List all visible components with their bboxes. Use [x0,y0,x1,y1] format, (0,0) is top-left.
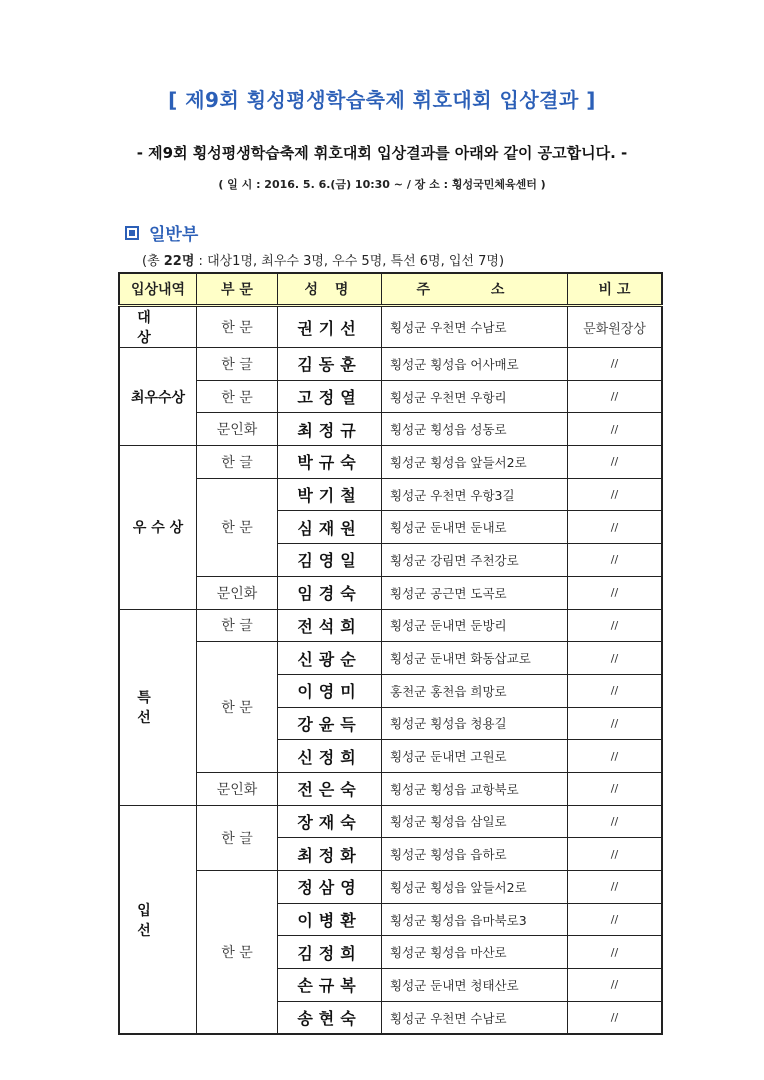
header-address: 주 소 [382,273,568,306]
table-row [119,642,662,675]
results-table [118,272,663,1035]
winner-name: 신정희 [278,740,382,773]
note-cell: // [568,674,663,707]
award-category: 특 선 [119,609,197,805]
note-cell: // [568,707,663,740]
section-heading [125,220,198,245]
winner-name: 박기철 [278,478,382,511]
field-cell: 한 문 [197,380,278,413]
table-row [119,772,662,805]
event-info: ( 일 시 : 2016. 5. 6.(금) 10:30 ~ / 장 소 : 횡성국민체육센터 ) [218,178,546,191]
note-cell: // [568,903,663,936]
winner-name: 김정희 [278,936,382,969]
note-cell: // [568,936,663,969]
winner-address: 횡성군 횡성읍 마산로 [382,936,568,969]
winner-address: 횡성군 횡성읍 교항북로 [382,772,568,805]
note-cell: // [568,576,663,609]
note-cell: // [568,740,663,773]
winner-address: 횡성군 둔내면 둔내로 [382,511,568,544]
winner-address: 홍천군 홍천읍 희망로 [382,674,568,707]
award-category: 대 상 [119,306,197,348]
winner-name: 이병환 [278,903,382,936]
winner-address: 횡성군 횡성읍 앞들서2로 [382,871,568,904]
summary-prefix: (총 [142,254,164,269]
winner-address: 횡성군 횡성읍 청용길 [382,707,568,740]
winner-address: 횡성군 둔내면 둔방리 [382,609,568,642]
winner-name: 장재숙 [278,805,382,838]
table-row [119,446,662,479]
header-field: 부 문 [197,273,278,306]
note-cell: // [568,969,663,1002]
winner-name: 신광순 [278,642,382,675]
winner-address: 횡성군 우천면 수남로 [382,306,568,348]
table-row [119,478,662,511]
winner-address: 횡성군 둔내면 고원로 [382,740,568,773]
header-award: 입상내역 [119,273,197,306]
summary-breakdown: : 대상1명, 최우수 3명, 우수 5명, 특선 6명, 입선 7명) [194,254,505,269]
section-title: 일반부 [149,225,199,245]
winner-name: 전은숙 [278,772,382,805]
field-cell: 문인화 [197,576,278,609]
winner-name: 정삼영 [278,871,382,904]
note-cell: 문화원장상 [568,306,663,348]
winner-name: 김동훈 [278,348,382,381]
field-cell: 한 글 [197,348,278,381]
note-cell: // [568,478,663,511]
award-category: 우 수 상 [119,446,197,609]
winner-address: 횡성군 횡성읍 앞들서2로 [382,446,568,479]
winner-address: 횡성군 횡성읍 읍마북로3 [382,903,568,936]
table-header-row [119,273,662,306]
winner-address: 횡성군 강림면 주천강로 [382,544,568,577]
field-cell: 문인화 [197,772,278,805]
table-row [119,805,662,838]
award-category: 입 선 [119,805,197,1034]
square-bullet-icon [125,226,139,240]
winner-name: 전석희 [278,609,382,642]
winner-address: 횡성군 우천면 우항리 [382,380,568,413]
winner-name: 고정열 [278,380,382,413]
note-cell: // [568,871,663,904]
document-title: [ 제9회 횡성평생학습축제 휘호대회 입상결과 ] [168,88,596,112]
table-row [119,576,662,609]
announcement-subtitle: - 제9회 횡성평생학습축제 휘호대회 입상결과를 아래와 같이 공고합니다. - [136,144,628,162]
award-category: 최우수상 [119,348,197,446]
table-row [119,348,662,381]
note-cell: // [568,642,663,675]
winner-name: 박규숙 [278,446,382,479]
winner-name: 송현숙 [278,1001,382,1034]
table-row [119,306,662,348]
winner-address: 횡성군 공근면 도곡로 [382,576,568,609]
table-row [119,413,662,446]
field-cell: 한 문 [197,478,278,576]
note-cell: // [568,544,663,577]
field-cell: 한 문 [197,642,278,773]
note-cell: // [568,609,663,642]
winner-address: 횡성군 횡성읍 어사매로 [382,348,568,381]
note-cell: // [568,511,663,544]
field-cell: 한 글 [197,609,278,642]
note-cell: // [568,805,663,838]
table-row [119,871,662,904]
winner-address: 횡성군 둔내면 화동삽교로 [382,642,568,675]
winner-name: 권기선 [278,306,382,348]
field-cell: 문인화 [197,413,278,446]
winner-name: 강윤득 [278,707,382,740]
winner-address: 횡성군 우천면 수남로 [382,1001,568,1034]
note-cell: // [568,772,663,805]
summary-total: 22명 [163,254,195,269]
winner-address: 횡성군 횡성읍 읍하로 [382,838,568,871]
winner-name: 심재원 [278,511,382,544]
table-row [119,609,662,642]
winner-name: 임경숙 [278,576,382,609]
note-cell: // [568,1001,663,1034]
field-cell: 한 문 [197,871,278,1035]
winner-name: 최정화 [278,838,382,871]
header-name: 성 명 [278,273,382,306]
winner-name: 김영일 [278,544,382,577]
winner-name: 이영미 [278,674,382,707]
note-cell: // [568,446,663,479]
note-cell: // [568,838,663,871]
table-row [119,380,662,413]
field-cell: 한 문 [197,306,278,348]
winner-name: 최정규 [278,413,382,446]
note-cell: // [568,413,663,446]
award-summary [142,250,504,269]
field-cell: 한 글 [197,805,278,870]
winner-name: 손규복 [278,969,382,1002]
winner-address: 횡성군 우천면 우항3길 [382,478,568,511]
winner-address: 횡성군 횡성읍 성동로 [382,413,568,446]
winner-address: 횡성군 둔내면 청태산로 [382,969,568,1002]
header-note: 비 고 [568,273,663,306]
field-cell: 한 글 [197,446,278,479]
note-cell: // [568,348,663,381]
note-cell: // [568,380,663,413]
winner-address: 횡성군 횡성읍 삼일로 [382,805,568,838]
